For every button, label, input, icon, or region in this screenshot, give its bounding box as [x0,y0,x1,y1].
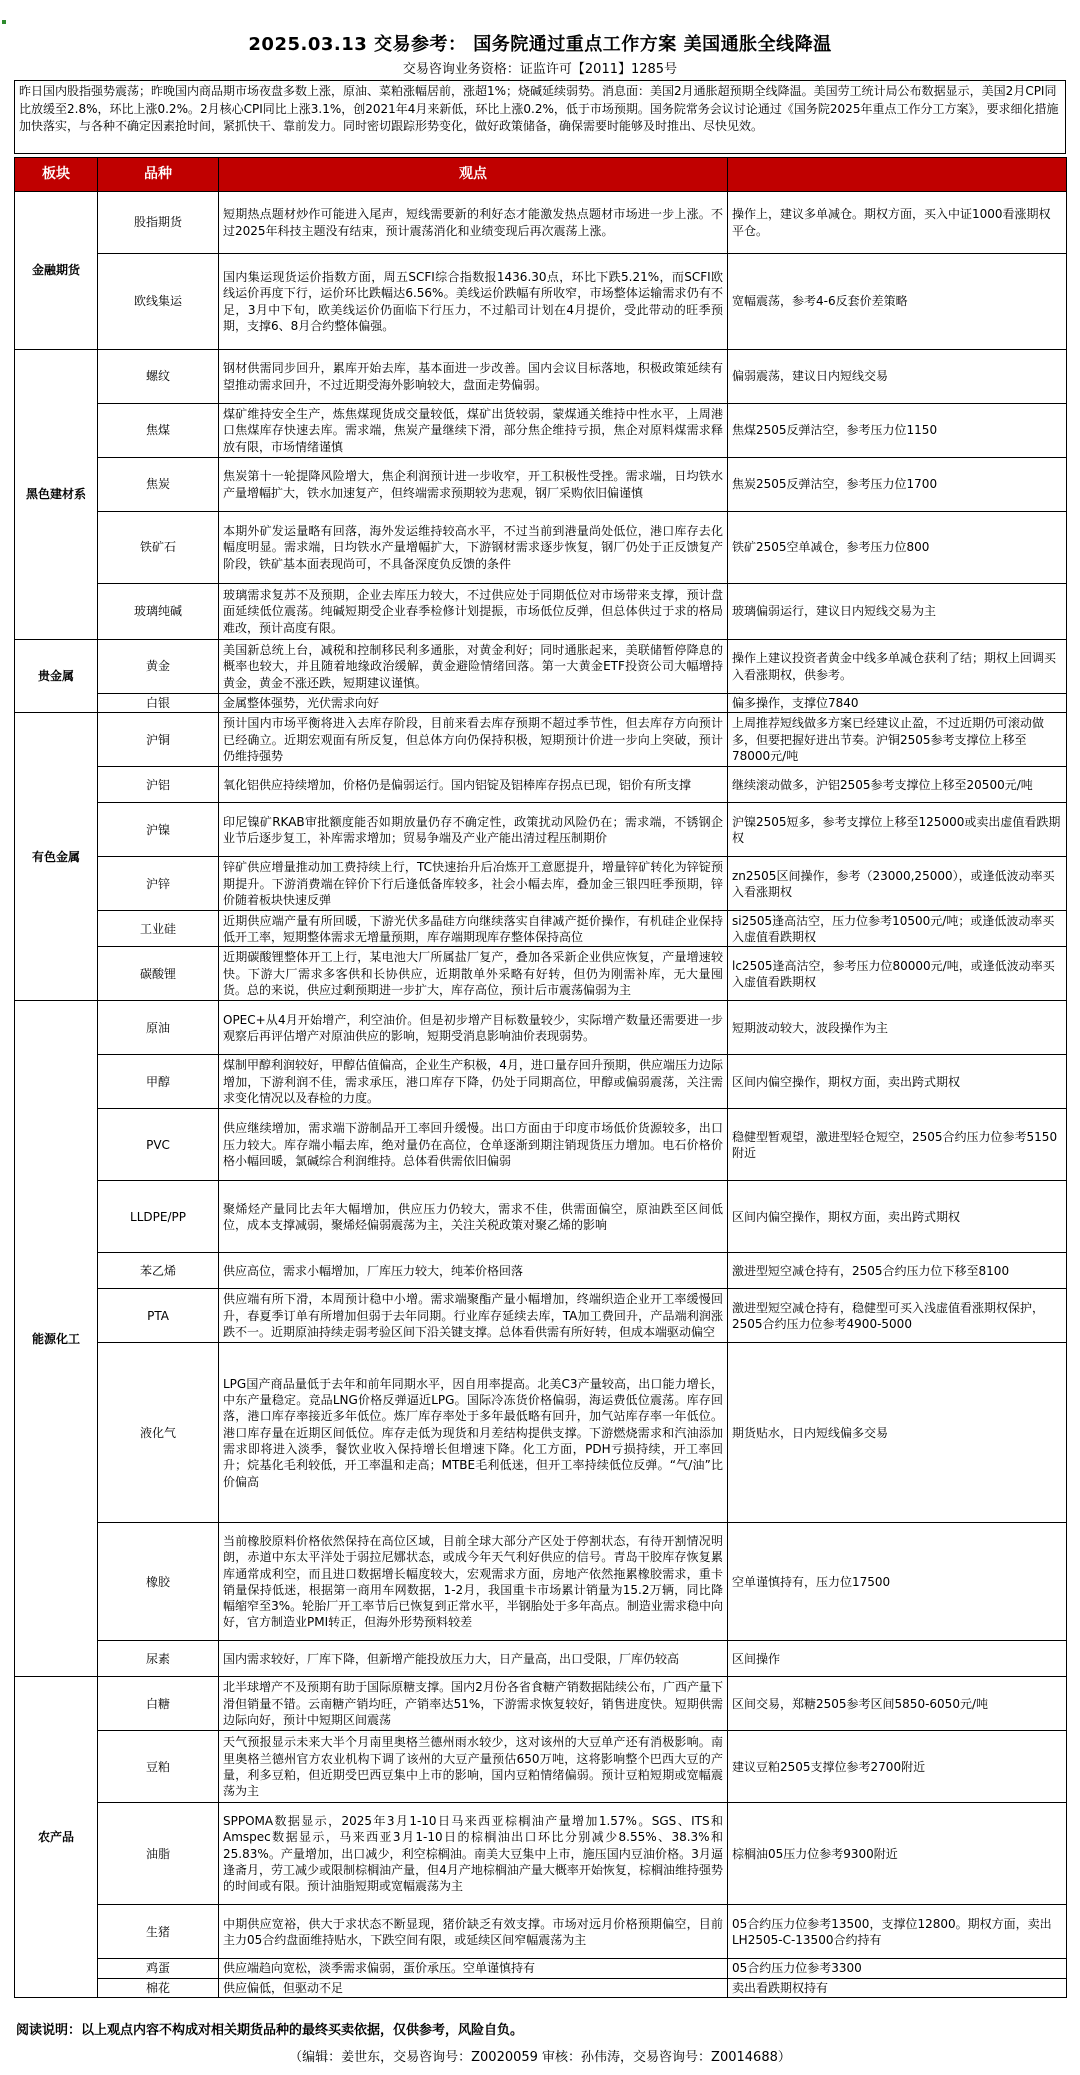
view-cell: 焦炭第十一轮提降风险增大，焦企利润预计进一步收窄，开工积极性受挫。需求端，日均铁水产量增幅扩大，铁水加速复产，但终端需求预期较为悲观，钢厂采购依旧偏谨慎 [219,458,728,512]
variety-cell: 鸡蛋 [98,1959,219,1978]
table-row [15,1677,1067,1731]
table-row [15,1641,1067,1677]
view-cell: SPPOMA数据显示，2025年3月1-10日马来西亚棕榈油产量增加1.57%。SGS、ITS和Amspec数据显示，马来西亚3月1-10日的棕榈油出口环比分别减少8.55%、38.3%和25.83%。产量增加，出口减少，利空棕榈油。南美大豆集中上市，施压国内豆油价格。3月逼逢斋月，劳工减少或限制棕榈油产量，但4月产地棕榈油产量大概率开始恢复，棕榈油维持强势的时间或有限。预计油脂短期或宽幅震荡为主 [219,1803,728,1905]
variety-cell: 白银 [98,694,219,713]
corner-mark [2,20,6,24]
table-row [15,1803,1067,1905]
view-cell: 北半球增产不及预期有助于国际原糖支撑。国内2月份各省食糖产销数据陆续公布，广西产量下滑但销量不错。云南糖产销均旺，产销率达51%，下游需求恢复较好，销售进度快。短期供需边际向好，预计中短期区间震荡 [219,1677,728,1731]
view-cell: OPEC+从4月开始增产，利空油价。但是初步增产目标数量较少，实际增产数量还需要进一步观察后再评估增产对原油供应的影响，短期受消息影响油价表现弱势。 [219,1001,728,1055]
table-row [15,1978,1067,1997]
table-row [15,1253,1067,1289]
sector-cell: 黑色建材系 [15,350,98,640]
table-row [15,1731,1067,1803]
advice-cell: 焦炭2505反弹沽空，参考压力位1700 [728,458,1067,512]
advice-cell: lc2505逢高沽空，参考压力位80000元/吨，或逢低波动率买入虚值看跌期权 [728,947,1067,1001]
advice-cell: si2505逢高沽空，压力位参考10500元/吨；或逢低波动率买入虚值看跌期权 [728,911,1067,947]
advice-cell: 沪镍2505短多，参考支撑位上移至125000或卖出虚值看跌期权 [728,803,1067,857]
variety-cell: PTA [98,1289,219,1343]
view-cell: 印尼镍矿RKAB审批额度能否如期放量仍存不确定性，政策扰动风险仍在；需求端，不锈钢企业节后逐步复工，补库需求增加；贸易争端及产业产能出清过程压制期价 [219,803,728,857]
advice-cell: 稳健型暂观望，激进型轻仓短空，2505合约压力位参考5150附近 [728,1109,1067,1181]
advice-cell: 铁矿2505空单减仓，参考压力位800 [728,512,1067,584]
sector-cell: 金融期货 [15,192,98,350]
variety-cell: 沪镍 [98,803,219,857]
view-cell: 近期碳酸锂整体开工上行，某电池大厂所属盐厂复产，叠加各采新企业供应恢复，产量增速较快。下游大厂需求多客供和长协供应，近期散单外采略有好转，但仍为刚需补库，无大量囤货。总的来说，供应过剩预期进一步扩大，库存高位，预计后市震荡偏弱为主 [219,947,728,1001]
table-body [15,192,1067,1998]
disclaimer: 阅读说明：以上观点内容不构成对相关期货品种的最终买卖依据，仅供参考，风险自负。 [16,2023,524,2038]
advice-cell: 05合约压力位参考3300 [728,1959,1067,1978]
advice-cell: 焦煤2505反弹沽空，参考压力位1150 [728,404,1067,458]
header-view: 观点 [219,158,728,192]
view-cell: 煤制甲醇利润较好，甲醇估值偏高，企业生产积极，4月，进口量存回升预期，供应端压力边际增加，下游利润不佳，需求承压，港口库存下降，仍处于同期高位，甲醇或偏弱震荡，关注需求变化情况以及春检的力度。 [219,1055,728,1109]
view-cell: 美国新总统上台，减税和控制移民利多通胀，对黄金利好；同时通胀起来，美联储暂停降息的概率也较大，并且随着地缘政治缓解，黄金避险情绪回落。第一大黄金ETF投资公司大幅增持黄金，黄金不涨还跌，短期建议谨慎。 [219,640,728,694]
advice-cell: 激进型短空减仓持有，2505合约压力位下移至8100 [728,1253,1067,1289]
editor-line: （编辑：姜世东，交易咨询号：Z0020059 审核：孙伟涛，交易咨询号：Z0014688） [289,2050,791,2065]
advice-cell: 继续滚动做多，沪铝2505参考支撑位上移至20500元/吨 [728,767,1067,803]
view-cell: 供应端趋向宽松，淡季需求偏弱，蛋价承压。空单谨慎持有 [219,1959,728,1978]
advice-cell: 操作上建议投资者黄金中线多单减仓获利了结；期权上回调买入看涨期权，供参考。 [728,640,1067,694]
view-cell: 短期热点题材炒作可能进入尾声，短线需要新的利好态才能激发热点题材市场进一步上涨。不过2025年科技主题没有结束，预计震荡消化和业绩变现后再次震荡上涨。 [219,192,728,254]
advice-cell: 棕榈油05压力位参考9300附近 [728,1803,1067,1905]
advice-cell: 区间交易，郑糖2505参考区间5850-6050元/吨 [728,1677,1067,1731]
advice-cell: 建议豆粕2505支撑位参考2700附近 [728,1731,1067,1803]
view-cell: 天气预报显示未来大半个月南里奥格兰德州雨水较少，这对该州的大豆单产还有消极影响。南里奥格兰德州官方农业机构下调了该州的大豆产量预估650万吨，这将影响整个巴西大豆的产量，利多豆粕，但近期受巴西豆集中上市的影响，国内豆粕情绪偏弱。预计豆粕短期或宽幅震荡为主 [219,1731,728,1803]
view-cell: 预计国内市场平衡将进入去库存阶段，目前来看去库存预期不超过季节性，但去库存方向预计已经确立。近期宏观面有所反复，但总体方向仍保持积极，短期预计价进一步向上突破，预计仍维持强势 [219,713,728,767]
sector-cell: 能源化工 [15,1001,98,1677]
table-row [15,1109,1067,1181]
table-row [15,803,1067,857]
variety-cell: 焦炭 [98,458,219,512]
table-row [15,1905,1067,1959]
table-row [15,1289,1067,1343]
variety-cell: 碳酸锂 [98,947,219,1001]
variety-cell: 苯乙烯 [98,1253,219,1289]
advice-cell: 短期波动较大，波段操作为主 [728,1001,1067,1055]
table-row [15,404,1067,458]
variety-cell: 橡胶 [98,1523,219,1641]
variety-cell: LLDPE/PP [98,1181,219,1253]
table-row [15,1959,1067,1978]
advice-cell: 偏弱震荡，建议日内短线交易 [728,350,1067,404]
reference-table [14,157,1067,1998]
variety-cell: 豆粕 [98,1731,219,1803]
qualification-line: 交易咨询业务资格：证监许可【2011】1285号 [402,62,678,77]
table-row [15,767,1067,803]
view-cell: 近期供应端产量有所回暖，下游光伏多晶硅方向继续落实自律减产挺价操作，有机硅企业保持低开工率，短期整体需求无增量预期，库存端期现库存整体保持高位 [219,911,728,947]
variety-cell: 沪锌 [98,857,219,911]
view-cell: 金属整体强势，光伏需求向好 [219,694,728,713]
view-cell: 供应偏低，但驱动不足 [219,1978,728,1997]
variety-cell: 铁矿石 [98,512,219,584]
table-row [15,713,1067,767]
variety-cell: 原油 [98,1001,219,1055]
variety-cell: 生猪 [98,1905,219,1959]
variety-cell: 焦煤 [98,404,219,458]
variety-cell: 工业硅 [98,911,219,947]
view-cell: 氧化铝供应持续增加，价格仍是偏弱运行。国内铝锭及铝棒库存拐点已现，铝价有所支撑 [219,767,728,803]
header-variety: 品种 [98,158,219,192]
view-cell: 供应端有所下滑，本周预计稳中小增。需求端聚酯产量小幅增加，终端织造企业开工率缓慢回升，春夏季订单有所增加但弱于去年同期。行业库存延续去库，TA加工费回升，产品端利润涨跌不一。近期原油持续走弱考验区间下沿关键支撑。总体看供需有所好转，但成本端驱动偏空 [219,1289,728,1343]
advice-cell: 玻璃偏弱运行，建议日内短线交易为主 [728,584,1067,640]
variety-cell: 液化气 [98,1343,219,1523]
table-row [15,512,1067,584]
table-row [15,192,1067,254]
advice-cell: 激进型短空减仓持有，稳健型可买入浅虚值看涨期权保护，2505合约压力位参考4900-5000 [728,1289,1067,1343]
view-cell: LPG国产商品量低于去年和前年同期水平，因自用率提高。北美C3产量较高，出口能力增长，中东产量稳定。竞品LNG价格反弹逼近LPG。国际冷冻货价格偏弱，海运费低位震荡。库存回落，港口库存率接近多年低位。炼厂库存率处于多年最低略有回升，加气站库存率一年低位。港口库存量在近期区间低位。库存走低为现货和月差结构提供支撑。下游燃烧需求和汽油添加需求即将进入淡季，餐饮业收入保持增长但增速下降。化工方面，PDH亏损持续，开工率回升；烷基化毛利较低，开工率温和走高；MTBE毛利低迷，但开工率持续低位反弹。“气/油”比价偏高 [219,1343,728,1523]
advice-cell: 05合约压力位参考13500，支撑位12800。期权方面，卖出LH2505-C-13500合约持有 [728,1905,1067,1959]
variety-cell: 尿素 [98,1641,219,1677]
advice-cell: 偏多操作，支撑位7840 [728,694,1067,713]
sector-cell: 有色金属 [15,713,98,1001]
advice-cell: 卖出看跌期权持有 [728,1978,1067,1997]
variety-cell: 欧线集运 [98,254,219,350]
market-summary: 昨日国内股指强势震荡；昨晚国内商品期市场夜盘多数上涨，原油、菜粕涨幅居前，涨超1%；烧碱延续弱势。消息面：美国2月通胀超预期全线降温。美国劳工统计局公布数据显示，美国2月CPI同比放缓至2.8%，环比上涨0.2%。2月核心CPI同比上涨3.1%，创2021年4月来新低，环比上涨0.2%，低于市场预期。国务院常务会议讨论通过《国务院2025年重点工作分工方案》，要求细化措施加快落实，与各种不确定因素抢时间，紧抓快干、靠前发力。同时密切跟踪形势变化，做好政策储备，确保需要时能够及时推出、尽快见效。 [14,80,1066,154]
advice-cell: 操作上，建议多单减仓。期权方面，买入中证1000看涨期权平仓。 [728,192,1067,254]
advice-cell: 区间内偏空操作，期权方面，卖出跨式期权 [728,1055,1067,1109]
sector-cell: 农产品 [15,1677,98,1998]
variety-cell: 沪铜 [98,713,219,767]
advice-cell: 宽幅震荡，参考4-6反套价差策略 [728,254,1067,350]
header-sector: 板块 [15,158,98,192]
variety-cell: 沪铝 [98,767,219,803]
variety-cell: 甲醇 [98,1055,219,1109]
table-row [15,1343,1067,1523]
view-cell: 玻璃需求复苏不及预期，企业去库压力较大，不过供应处于同期低位对市场带来支撑，预计盘面延续低位震荡。纯碱短期受企业春季检修计划提振，市场低位反弹，但总体供过于求的格局难改，预计高度有限。 [219,584,728,640]
view-cell: 中期供应宽裕，供大于求状态不断显现，猪价缺乏有效支撑。市场对远月价格预期偏空，目前主力05合约盘面维持贴水，下跌空间有限，或延续区间窄幅震荡为主 [219,1905,728,1959]
sector-cell: 贵金属 [15,640,98,713]
table-row [15,1055,1067,1109]
variety-cell: 股指期货 [98,192,219,254]
advice-cell: 区间操作 [728,1641,1067,1677]
advice-cell: 期货贴水，日内短线偏多交易 [728,1343,1067,1523]
view-cell: 锌矿供应增量推动加工费持续上行，TC快速抬升后冶炼开工意愿提升，增量锌矿转化为锌锭预期提升。下游消费端在锌价下行后逢低备库较多，社会小幅去库，叠加金三银四旺季预期，锌价随着板块快速反弹 [219,857,728,911]
view-cell: 钢材供需同步回升，累库开始去库，基本面进一步改善。国内会议目标落地，积极政策延续有望推动需求回升，不过近期受海外影响较大，盘面走势偏弱。 [219,350,728,404]
variety-cell: 白糖 [98,1677,219,1731]
variety-cell: 螺纹 [98,350,219,404]
variety-cell: 油脂 [98,1803,219,1905]
table-row [15,694,1067,713]
variety-cell: PVC [98,1109,219,1181]
table-row [15,857,1067,911]
variety-cell: 棉花 [98,1978,219,1997]
view-cell: 供应高位，需求小幅增加，厂库压力较大，纯苯价格回落 [219,1253,728,1289]
report-page [14,0,1066,2075]
table-row [15,947,1067,1001]
table-row [15,911,1067,947]
view-cell: 国内需求较好，厂库下降，但新增产能投放压力大，日产量高，出口受限，厂库仍较高 [219,1641,728,1677]
header-advice [728,158,1067,192]
table-row [15,254,1067,350]
table-row [15,1523,1067,1641]
advice-cell: zn2505区间操作，参考（23000,25000），或逢低波动率买入看涨期权 [728,857,1067,911]
view-cell: 国内集运现货运价指数方面，周五SCFI综合指数报1436.30点，环比下跌5.21%，而SCFI欧线运价再度下行，运价环比跌幅达6.56%。美线运价跌幅有所收窄，市场整体运输需求仍有不足，3月中下旬，欧美线运价仍面临下行压力，不过船司计划在4月提价，受此带动的旺季预期，支撑6、8月合约整体偏强。 [219,254,728,350]
view-cell: 本期外矿发运量略有回落，海外发运维持较高水平，不过当前到港量尚处低位，港口库存去化幅度明显。需求端，日均铁水产量增幅扩大，下游钢材需求逐步恢复，钢厂仍处于正反馈复产阶段，铁矿基本面表现尚可，不具备深度负反馈的条件 [219,512,728,584]
table-row [15,1001,1067,1055]
table-row [15,458,1067,512]
view-cell: 聚烯烃产量同比去年大幅增加，供应压力仍较大，需求不佳，供需面偏空，原油跌至区间低位，成本支撑减弱，聚烯烃偏弱震荡为主，关注关税政策对聚乙烯的影响 [219,1181,728,1253]
table-row [15,584,1067,640]
report-title: 2025.03.13 交易参考： 国务院通过重点工作方案 美国通胀全线降温 [248,34,832,55]
table-row [15,1181,1067,1253]
variety-cell: 玻璃纯碱 [98,584,219,640]
view-cell: 煤矿维持安全生产，炼焦煤现货成交量较低，煤矿出货较弱，蒙煤通关维持中性水平，上周港口焦煤库存快速去库。需求端，焦炭产量继续下滑，部分焦企维持亏损，焦企对原料煤需求释放有限，市场情绪谨慎 [219,404,728,458]
advice-cell: 区间内偏空操作，期权方面，卖出跨式期权 [728,1181,1067,1253]
variety-cell: 黄金 [98,640,219,694]
table-row [15,350,1067,404]
advice-cell: 空单谨慎持有，压力位17500 [728,1523,1067,1641]
view-cell: 当前橡胶原料价格依然保持在高位区域，目前全球大部分产区处于停割状态，有待开割情况明朗，赤道中东太平洋处于弱拉尼娜状态，或成今年天气利好供应的信号。青岛干胶库存恢复累库通常成利空，而且进口数据增长幅度较大，宏观需求方面，房地产依然拖累橡胶需求，重卡销量保持低迷，根据第一商用车网数据，1-2月，我国重卡市场累计销量为15.2万辆，同比降幅缩窄至3%。轮胎厂开工率节后已恢复到正常水平，半钢胎处于多年高点。制造业需求稳中向好，官方制造业PMI转正，但海外形势预料较差 [219,1523,728,1641]
table-row [15,640,1067,694]
view-cell: 供应继续增加，需求端下游制品开工率回升缓慢。出口方面由于印度市场低价货源较多，出口压力较大。库存端小幅去库，绝对量仍在高位，仓单逐渐到期注销现货压力增加。电石价格价格小幅回暖，氯碱综合利润维持。总体看供需依旧偏弱 [219,1109,728,1181]
advice-cell: 上周推荐短线做多方案已经建议止盈，不过近期仍可滚动做多，但要把握好进出节奏。沪铜2505参考支撑位上移至78000元/吨 [728,713,1067,767]
table-header-row [15,158,1067,192]
